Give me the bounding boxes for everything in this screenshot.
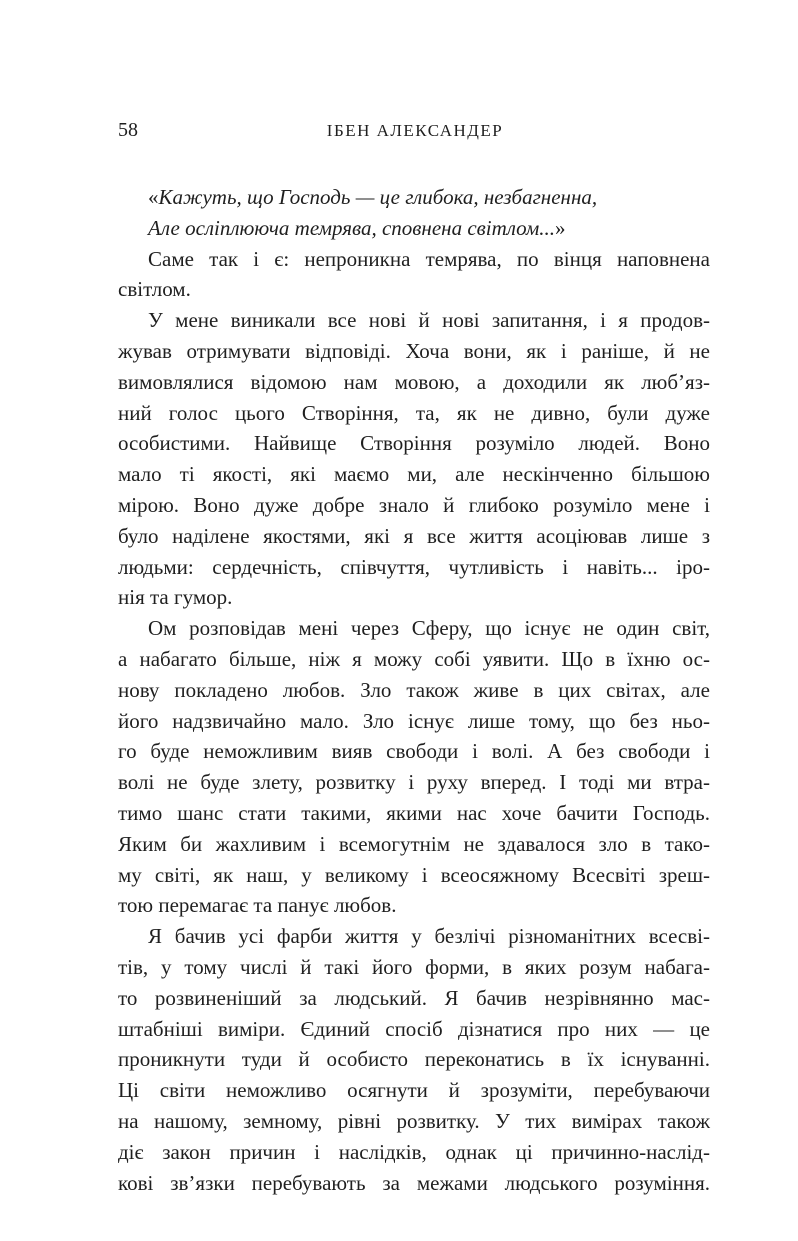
text-line: проникнути туди й особисто переконатись в їх існуванні. [118,1047,710,1072]
paragraph [118,613,710,921]
page-number: 58 [118,119,138,141]
running-head-author: ІБЕН АЛЕКСАНДЕР [326,121,504,140]
text-line: му світі, як наш, у великому і всеосяжному Всесвіті зреш- [118,862,710,887]
text-line: ний голос цього Створіння, та, як не дивно, були дуже [118,400,710,425]
text-line: вимовлялися відомою нам мовою, а доходили як люб’яз- [118,369,710,394]
text-line: нову покладено любов. Зло також живе в цих світах, але [118,677,710,702]
text-line: Ом розповідав мені через Сферу, що існує не один світ, [148,616,710,641]
poem-line [118,213,710,244]
close-quote: » [555,215,566,240]
text-line: штабніші виміри. Єдиний спосіб дізнатися про них — це [118,1016,710,1041]
paragraph [118,921,710,1198]
text-line: Яким би жахливим і всемогутнім не здавалося зло в тако- [118,831,710,856]
body-text [118,182,710,1198]
text-line: тимо шанс стати такими, якими нас хоче бачити Господь. [118,800,710,825]
text-line: на нашому, земному, рівні розвитку. У тих вимірах також [118,1108,710,1133]
text-line: було наділене якостями, які я все життя асоціював лише з [118,523,710,548]
text-line: діє закон причин і наслідків, однак ці причинно-наслід- [118,1139,710,1164]
text-line: особистими. Найвище Створіння розуміло людей. Воно [118,431,710,456]
text-line: Я бачив усі фарби життя у безлічі різноманітних всесві- [148,924,710,949]
open-quote: « [148,185,159,209]
poem-line-text: Але осліплююча темрява, сповнена світлом... [148,215,556,240]
poem-line-text: Кажуть, що Господь — це глибока, незбагненна, [158,185,598,209]
text-line: а набагато більше, ніж я можу собі уявити. Що в їхню ос- [118,646,710,671]
text-line: мірою. Воно дуже добре знало й глибоко розуміло мене і [118,492,710,517]
text-line: го буде неможливим вияв свободи і волі. А без свободи і [118,739,710,764]
paragraph [118,305,710,613]
text-line: то розвиненіший за людський. Я бачив незрівнянно мас- [118,985,710,1010]
text-line: волі не буде злету, розвитку і руху вперед. І тоді ми втра- [118,770,710,795]
text-line: Саме так і є: непроникна темрява, по вінця наповнена [148,246,710,271]
poem-quote [118,182,710,244]
paragraph [118,244,710,306]
text-line: мало ті якості, які маємо ми, але нескінченно більшою [118,462,710,487]
text-line: нія та гумор. [118,585,233,610]
text-line: тою перемагає та панує любов. [118,893,397,918]
text-line: кові зв’язки перебувають за межами людського розуміння. [118,1170,710,1195]
text-line: жував отримувати відповіді. Хоча вони, як і раніше, й не [118,338,710,363]
text-line: його надзвичайно мало. Зло існує лише тому, що без ньо- [118,708,710,733]
text-line: У мене виникали все нові й нові запитання, і я продов- [148,308,710,333]
poem-line [118,182,710,213]
text-line: Ці світи неможливо осягнути й зрозуміти, перебуваючи [118,1078,710,1103]
text-line: людьми: сердечність, співчуття, чутливість і навіть... іро- [118,554,710,579]
text-line: світлом. [118,277,191,302]
text-line: тів, у тому числі й такі його форми, в яких розум набага- [118,954,710,979]
page-header [118,119,712,145]
